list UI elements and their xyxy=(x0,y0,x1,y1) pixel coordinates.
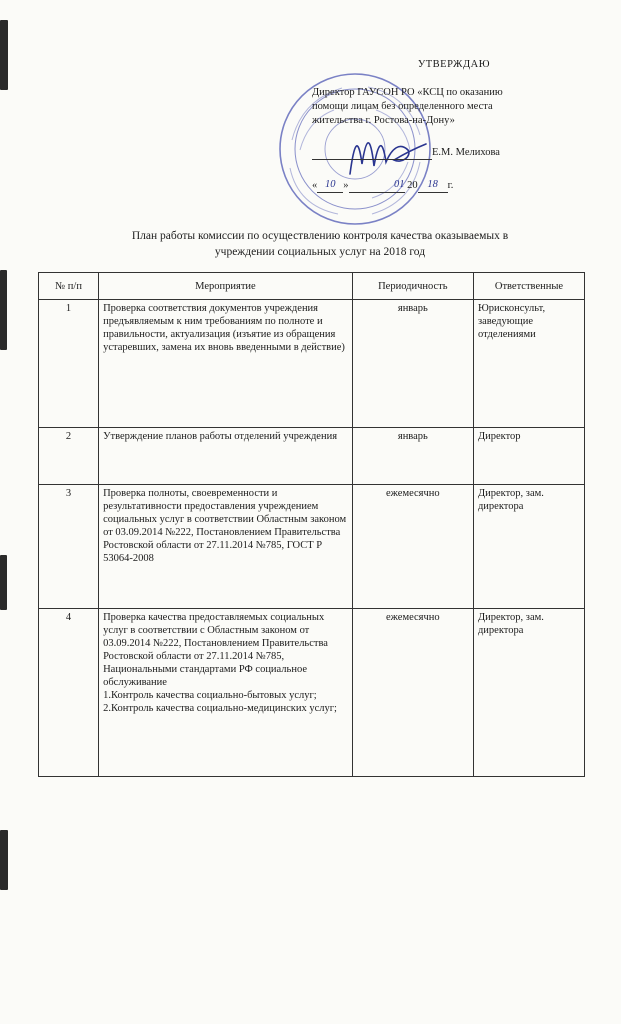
plan-table xyxy=(38,272,585,777)
row-event: Утверждение планов работы отделений учреждения xyxy=(99,428,353,485)
header-event: Мероприятие xyxy=(99,273,353,300)
approval-position-line: помощи лицам без определенного места xyxy=(312,101,493,112)
row-event-line: Проверка качества предоставляемых социальных услуг в соответствии с Областным законом от 03.09.2014 №222, Постановлением Правительства Ростовской области от 27.11.2014 №785, Национальными стандартами РФ социальное обслуживание xyxy=(103,612,328,688)
scan-artifact xyxy=(0,555,7,610)
row-period: ежемесячно xyxy=(352,485,473,609)
row-period: ежемесячно xyxy=(352,609,473,777)
row-responsible: Юрисконсульт, заведующие отделениями xyxy=(473,300,584,428)
approval-date: « 10 » 01 20 18 г. xyxy=(312,179,454,191)
row-event xyxy=(99,609,353,777)
date-month: 01 xyxy=(349,178,405,193)
scan-artifact xyxy=(0,830,8,890)
row-responsible: Директор, зам. директора xyxy=(473,609,584,777)
signature-underline xyxy=(312,145,432,160)
signature-line xyxy=(312,145,552,160)
header-period: Периодичность xyxy=(352,273,473,300)
row-number: 1 xyxy=(39,300,99,428)
row-event-line: 2.Контроль качества социально-медицинских услуг; xyxy=(103,703,337,714)
approval-position-line: жительства г. Ростова-на-Дону» xyxy=(312,115,455,126)
document-title-line: План работы комиссии по осуществлению контроля качества оказываемых в xyxy=(131,230,509,242)
header-number: № п/п xyxy=(39,273,99,300)
row-event-line: 1.Контроль качества социально-бытовых услуг; xyxy=(103,690,317,701)
signatory-name: Е.М. Мелихова xyxy=(432,147,500,158)
approval-title: УТВЕРЖДАЮ xyxy=(417,59,490,70)
date-year-suffix: 18 xyxy=(418,178,448,193)
table-row xyxy=(39,428,585,485)
row-period: январь xyxy=(352,428,473,485)
table-row xyxy=(39,609,585,777)
row-event: Проверка полноты, своевременности и результативности предоставления учреждением социальных услуг в соответствии Областным законом от 03.09.2014 №222, Постановлением Правительства Ростовской области от 27.11.2014 №785, ГОСТ Р 53064-2008 xyxy=(99,485,353,609)
approval-block xyxy=(312,58,552,193)
scan-artifact xyxy=(0,20,8,90)
row-number: 3 xyxy=(39,485,99,609)
table-row xyxy=(39,485,585,609)
row-number: 4 xyxy=(39,609,99,777)
date-year-prefix: 20 xyxy=(407,180,418,191)
row-event: Проверка соответствия документов учреждения предъявляемым к ним требованиям по полноте и правильности, актуализация (изъятие из обращения устаревших, замена их вновь введенными в действие) xyxy=(99,300,353,428)
approval-position-line: Директор ГАУСОН РО «КСЦ по оказанию xyxy=(312,87,503,98)
document-title-line: учреждении социальных услуг на 2018 год xyxy=(214,246,426,258)
document-title xyxy=(40,228,600,260)
table-header-row xyxy=(39,273,585,300)
scan-artifact xyxy=(0,270,7,350)
table-row xyxy=(39,300,585,428)
row-responsible: Директор, зам. директора xyxy=(473,485,584,609)
date-day: 10 xyxy=(317,178,343,193)
row-period: январь xyxy=(352,300,473,428)
header-responsible: Ответственные xyxy=(473,273,584,300)
row-number: 2 xyxy=(39,428,99,485)
row-responsible: Директор xyxy=(473,428,584,485)
date-suffix: г. xyxy=(447,180,454,191)
